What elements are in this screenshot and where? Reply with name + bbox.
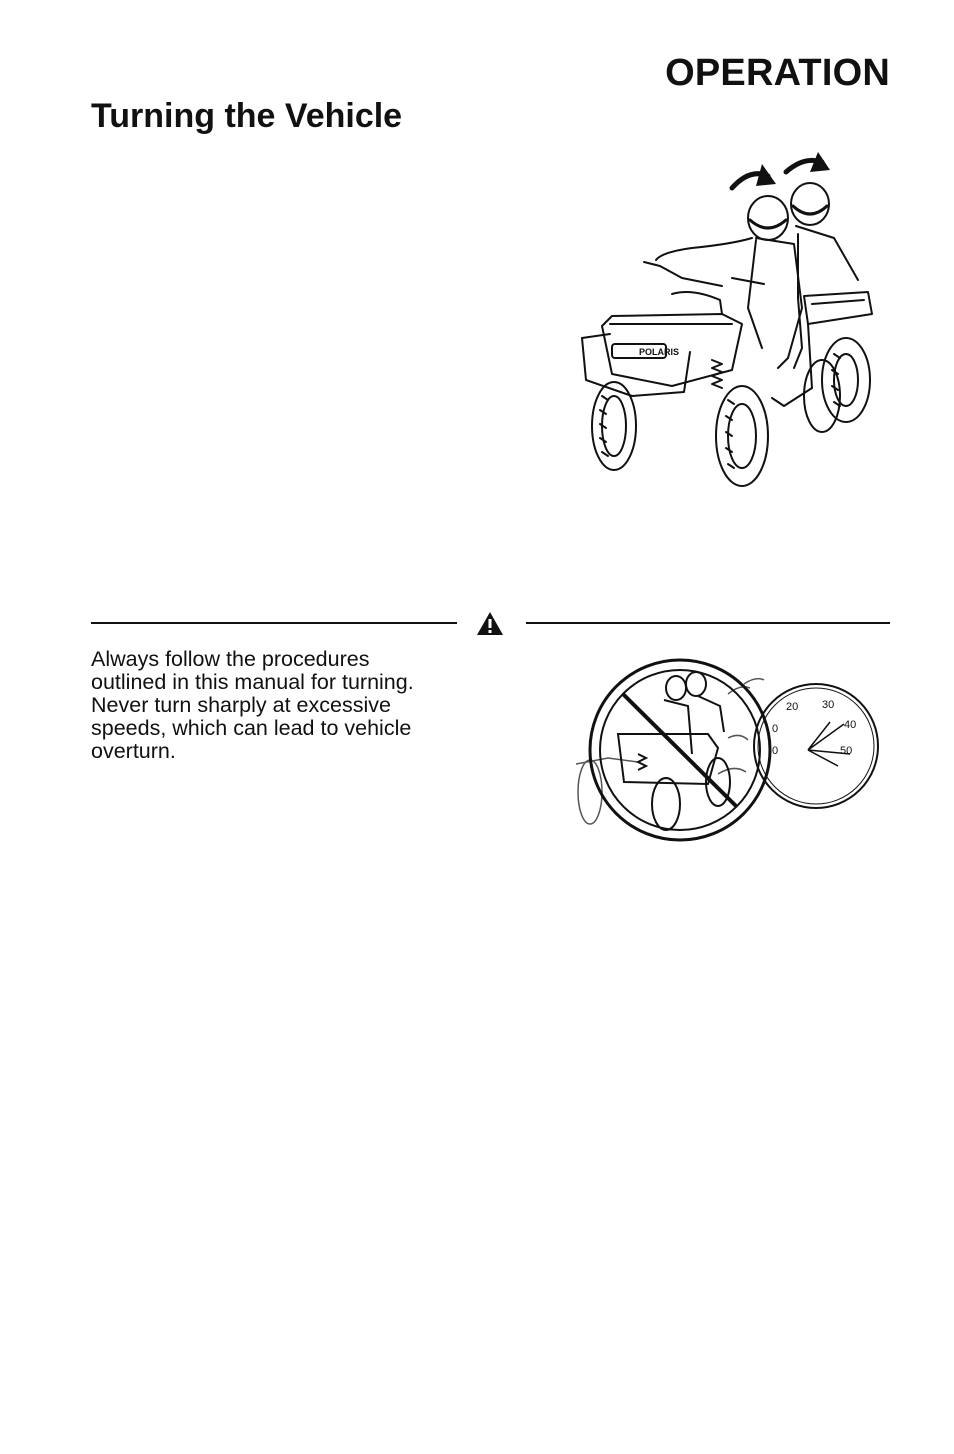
speedometer-mark: 0 xyxy=(772,745,779,757)
speedometer-mark: 40 xyxy=(844,719,857,731)
warning-line: Always follow the procedures xyxy=(91,647,370,671)
warning-line: Never turn sharply at excessive xyxy=(91,693,391,717)
speedometer-mark: 30 xyxy=(822,699,835,711)
warning-rule-left xyxy=(91,622,457,624)
speedometer-mark: 20 xyxy=(786,701,799,713)
atv-badge-text: POLARIS xyxy=(639,347,680,357)
speedometer-mark: 0 xyxy=(772,723,779,735)
warning-triangle-icon xyxy=(476,611,504,636)
warning-line: outlined in this manual for turning. xyxy=(91,670,414,694)
warning-line: speeds, which can lead to vehicle xyxy=(91,716,412,740)
speedometer-mark: 50 xyxy=(840,745,853,757)
page-title: Turning the Vehicle xyxy=(91,97,403,135)
warning-line: overturn. xyxy=(91,739,176,763)
atv-riders-turning-illustration xyxy=(572,148,882,493)
section-header: OPERATION xyxy=(665,52,890,94)
warning-text xyxy=(91,648,471,763)
warning-rule-right xyxy=(526,622,890,624)
no-sharp-turn-at-speed-illustration xyxy=(568,654,880,846)
